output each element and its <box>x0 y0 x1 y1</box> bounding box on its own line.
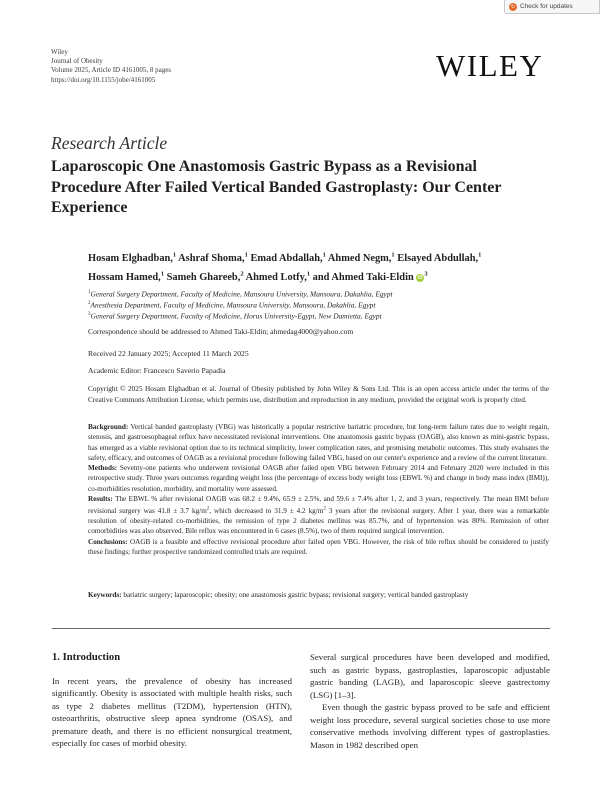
author: Emad Abdallah,$^1$ <box>250 252 326 265</box>
article-title: Laparoscopic One Anastomosis Gastric Bypass as a Revisional Procedure After Failed Vertical Banded Gastroplasty: Our Center Experience <box>51 158 502 216</box>
author: Hossam Hamed,$^1$ <box>88 270 164 284</box>
affiliation: $^1$General Surgery Department, Faculty of Medicine, Mansoura University, Mansoura, Dakahlia, Egypt <box>88 289 393 299</box>
section-heading: 1. Introduction <box>52 652 121 663</box>
dates: Received 22 January 2025; Accepted 11 March 2025 <box>88 349 249 358</box>
journal-name: Journal of Obesity <box>51 57 103 66</box>
volume-info: Volume 2025, Article ID 4161005, 8 pages <box>51 66 172 75</box>
journal-meta <box>51 48 171 85</box>
affiliation: $^3$General Surgery Department, Faculty of Medicine, Horus University-Egypt, New Damietta, Egypt <box>88 311 382 321</box>
abstract <box>88 422 549 557</box>
right-column <box>310 651 550 751</box>
author: Hosam Elghadban,$^1$ <box>88 252 177 265</box>
author: and Ahmed Taki-Eldin $iD^3$ <box>312 270 428 284</box>
article-type: Research Article <box>51 133 168 153</box>
abstract-background: Background: Vertical banded gastroplasty (VBG) was historically a popular restrictive bariatric procedure, but long-term failure rates due to weight regain, stenosis, and gastroesophageal reflux have necessitated revisional interventions. One anastomosis gastric bypass (OAGB), also known as mini-gastric bypass, has emerged as a viable revisional option due to its technical simplicity, lower complication rates, and promising metabolic outcomes. This study evaluates the safety, efficacy, and outcomes of OAGB as a revisional procedure following failed VBG, based on our center's experience and a review of the current literature. <box>88 423 549 462</box>
paragraph: Several surgical procedures have been developed and modified, such as gastric bypass, gastroplasties, laparoscopic adjustable gastric banding (LAGB), and laparoscopic sleeve gastrectomy (LSG) [1–3]. <box>310 652 550 700</box>
orcid-icon[interactable]: iD <box>417 275 423 282</box>
copyright: Copyright © 2025 Hosam Elghadban et al. Journal of Obesity published by John Wiley & Sons Ltd. This is an open access article under the terms of the Creative Commons Attribution License, which permits use, distribution and reproduction in any medium, provided the original work is properly cited. <box>88 384 549 404</box>
section-divider <box>52 628 550 629</box>
author: Ahmed Lotfy,$^1$ <box>245 270 311 284</box>
left-column <box>52 652 292 750</box>
author: Sameh Ghareeb,$^2$ <box>166 270 244 284</box>
abstract-results: Results: The EBWL % after revisional OAGB was 68.2 ± 9.4%, 65.9 ± 2.5%, and 59.6 ± 7.4% after 1, 2, and 3 years, respectively. The mean BMI before revisional surgery was 41.8 ± 3.7 $kg/m^2$, which decreased to 31.9 ± 4.2 $kg/m^2$ 3 years after the revisional surgery. After 1 year, there was a remarkable resolution of obesity-related co-morbidities, the remission of type 2 diabetes mellitus was 85.7%, and of hypertension was 80%. Remission of other comorbidities was also observed. Bile reflux was encountered in 6 cases (8.5%), two of them required surgical intervention. <box>88 495 550 536</box>
author-list <box>88 248 553 286</box>
author: Ashraf Shoma,$^1$ <box>178 252 248 265</box>
abstract-methods: Methods: Seventy-one patients who underwent revisional OAGB after failed open VBG between February 2014 and February 2020 were included in this retrospective study. Three years outcomes regarding weight loss (the percentage of excess body weight loss (EBWL %) and change in body mass index (BMI)), co-morbidities resolution, morbidity, and mortality were assessed. <box>88 464 550 493</box>
check-for-updates-label: Check for updates <box>520 3 573 10</box>
affiliation: $^2$Anesthesia Department, Faculty of Medicine, Mansoura University, Mansoura, Dakahlia, Egypt <box>88 300 376 310</box>
wiley-logo: WILEY <box>436 48 544 83</box>
publisher-name: Wiley <box>51 48 68 56</box>
abstract-conclusions: Conclusions: OAGB is a feasible and effective revisional procedure after failed open VBG. However, the risk of bile reflux should be considered to justify these findings; further prospective randomized controlled trials are required. <box>88 537 549 556</box>
academic-editor: Academic Editor: Francesco Saverio Papadia <box>88 366 226 375</box>
paragraph: In recent years, the prevalence of obesity has increased significantly. Obesity is associated with multiple health risks, such as type 2 diabetes mellitus (T2DM), hypertension (HTN), osteoarthritis, obstructive sleep apnea syndrome (OSAS), and premature death, and there is no efficient nonsurgical treatment, especially for cases of morbid obesity. <box>52 675 292 748</box>
check-for-updates-badge[interactable] <box>504 0 600 14</box>
correspondence: Correspondence should be addressed to Ahmed Taki-Eldin; ahmedag4000@yahoo.com <box>88 327 354 336</box>
keywords: Keywords: bariatric surgery; laparoscopic; obesity; one anastomosis gastric bypass; revisional surgery; vertical banded gastroplasty <box>88 591 469 599</box>
author: Ahmed Negm,$^1$ <box>327 252 395 265</box>
doi-link[interactable]: https://doi.org/10.1155/jobe/4161005 <box>51 75 156 84</box>
paragraph: Even though the gastric bypass proved to be safe and efficient weight loss procedure, several surgical societies chose to use more conservative methods involving different types of gastroplasties. Mason in 1982 described open <box>310 702 550 750</box>
author: Elsayed Abdullah,$^1$ <box>397 252 482 265</box>
refresh-icon: ↻ <box>510 3 516 10</box>
